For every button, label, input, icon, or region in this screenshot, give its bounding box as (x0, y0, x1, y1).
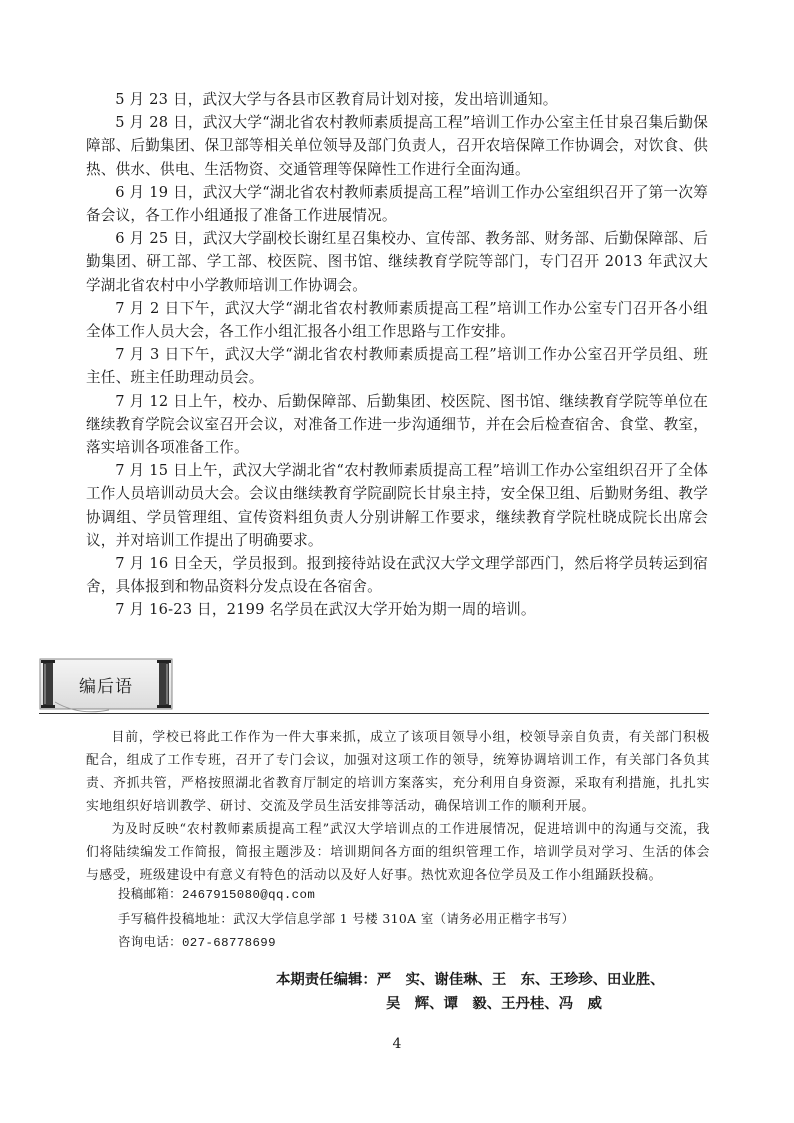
phone-value: 027-68778699 (181, 936, 276, 950)
phone-label: 咨询电话： (118, 934, 182, 949)
editors-names-line1: 严 实、谢佳琳、王 东、王珍珍、田业胜、 (376, 972, 665, 988)
editor-note-banner (39, 658, 173, 716)
paragraph: 7 月 12 日上午，校办、后勤保障部、后勤集团、校医院、图书馆、继续教育学院等单位在继续教育学院会议室召开会议，对准备工作进一步沟通细节，并在会后检查宿舍、食堂、教室，落实培训各项准备工作。 (86, 392, 708, 457)
banner-title: 编后语 (79, 677, 133, 697)
paragraph: 7 月 16-23 日，2199 名学员在武汉大学开始为期一周的培训。 (115, 601, 536, 619)
contact-info (118, 882, 574, 955)
paragraph: 5 月 23 日，武汉大学与各县市区教育局计划对接，发出培训通知。 (115, 91, 558, 108)
editors-names-line2: 吴 辉、谭 毅、王丹桂、冯 威 (386, 996, 602, 1012)
email-label: 投稿邮箱： (118, 886, 182, 901)
paragraph: 7 月 2 日下午，武汉大学“湖北省农村教师素质提高工程”培训工作办公室专门召开各小组全体工作人员大会，各工作小组汇报各小组工作思路与工作安排。 (86, 299, 708, 341)
address-line (118, 907, 574, 930)
paragraph: 7 月 15 日上午，武汉大学湖北省“农村教师素质提高工程”培训工作办公室组织召开了全体工作人员培训动员大会。会议由继续教育学院副院长甘泉主持，安全保卫组、后勤财务组、教学协调组、学员管理组、宣传资料组负责人分别讲解工作要求，继续教育学院杜晓成院长出席会议，并对培训工作提出了明确要求。 (86, 462, 708, 549)
editor-note-paragraph: 为及时反映“农村教师素质提高工程”武汉大学培训点的工作进展情况，促进培训中的沟通与交流，我们将陆续编发工作简报，简报主题涉及：培训期间各方面的组织管理工作，培训学员对学习、生活的体会与感受，班级建设中有意义有特色的活动以及好人好事。热忱欢迎各位学员及工作小组踊跃投稿。 (86, 822, 710, 883)
paragraph: 7 月 3 日下午，武汉大学“湖北省农村教师素质提高工程”培训工作办公室召开学员组、班主任、班主任助理动员会。 (86, 346, 708, 387)
editor-note-paragraph: 目前，学校已将此工作作为一件大事来抓，成立了该项目领导小组，校领导亲自负责，有关部门积极配合，组成了工作专班，召开了专门会议，加强对这项工作的领导，统筹协调培训工作，有关部门各负其责、齐抓共管，严格按照湖北省教育厅制定的培训方案落实，充分利用自身资源，采取有利措施，扎扎实实地组织好培训教学、研讨、交流及学员生活安排等活动，确保培训工作的顺利开展。 (86, 730, 710, 814)
editor-note (86, 726, 710, 887)
phone-line (118, 930, 574, 955)
paragraph: 6 月 25 日，武汉大学副校长谢红星召集校办、宣传部、教务部、财务部、后勤保障部、后勤集团、研工部、学工部、校医院、图书馆、继续教育学院等部门，专门召开 2013 年武汉大学湖北省农村中小学教师培训工作协调会。 (86, 230, 708, 294)
responsible-editors (276, 968, 665, 1016)
divider (39, 713, 709, 714)
paragraph: 7 月 16 日全天，学员报到。报到接待站设在武汉大学文理学部西门，然后将学员转运到宿舍，具体报到和物品资料分发点设在各宿舍。 (86, 555, 708, 596)
email-link[interactable]: 2467915080@qq.com (181, 888, 316, 902)
email-line (118, 882, 574, 907)
paragraph: 5 月 28 日，武汉大学“湖北省农村教师素质提高工程”培训工作办公室主任甘泉召集后勤保障部、后勤集团、保卫部等相关单位领导及部门负责人，召开农培保障工作协调会，对饮食、供热、供水、供电、生活物资、交通管理等保障性工作进行全面沟通。 (86, 114, 708, 178)
address-value: 武汉大学信息学部 1 号楼 310A 室（请务必用正楷字书写） (233, 911, 575, 926)
address-label: 手写稿件投稿地址： (118, 911, 234, 926)
article-body (86, 88, 708, 622)
page-number: 4 (392, 1036, 402, 1052)
paragraph: 6 月 19 日，武汉大学“湖北省农村教师素质提高工程”培训工作办公室组织召开了第一次筹备会议，各工作小组通报了准备工作进展情况。 (86, 183, 708, 225)
editors-label: 本期责任编辑： (276, 972, 377, 988)
